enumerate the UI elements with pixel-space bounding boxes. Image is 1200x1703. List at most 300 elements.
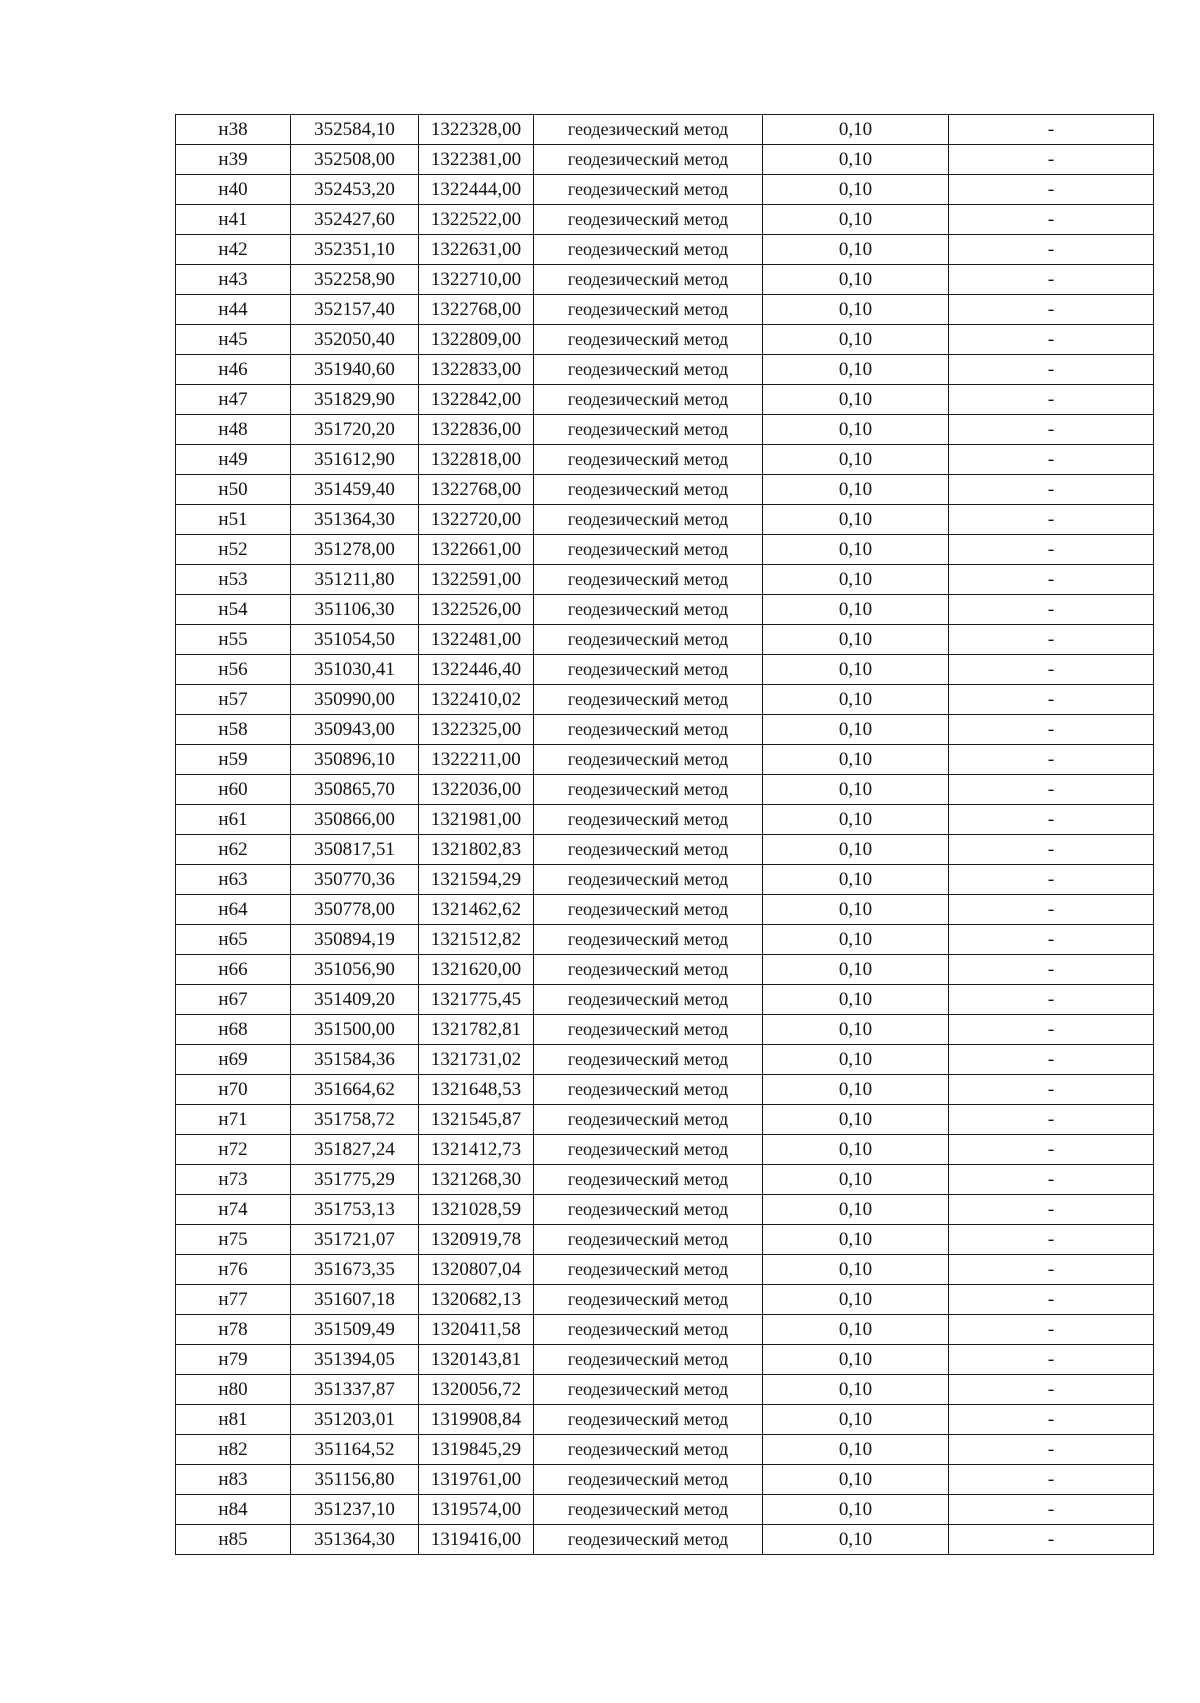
y-coordinate-cell: 1322768,00 <box>419 295 534 325</box>
accuracy-cell: 0,10 <box>763 1525 949 1555</box>
y-coordinate-cell: 1321981,00 <box>419 805 534 835</box>
point-number-cell: н51 <box>176 505 291 535</box>
x-coordinate-cell: 352157,40 <box>291 295 419 325</box>
accuracy-cell: 0,10 <box>763 535 949 565</box>
accuracy-cell: 0,10 <box>763 415 949 445</box>
table-row <box>176 145 1154 175</box>
accuracy-cell: 0,10 <box>763 1285 949 1315</box>
y-coordinate-cell: 1322661,00 <box>419 535 534 565</box>
y-coordinate-cell: 1320682,13 <box>419 1285 534 1315</box>
method-cell: геодезический метод <box>534 1345 763 1375</box>
x-coordinate-cell: 350990,00 <box>291 685 419 715</box>
point-number-cell: н74 <box>176 1195 291 1225</box>
x-coordinate-cell: 350778,00 <box>291 895 419 925</box>
point-number-cell: н63 <box>176 865 291 895</box>
point-number-cell: н64 <box>176 895 291 925</box>
x-coordinate-cell: 351509,49 <box>291 1315 419 1345</box>
accuracy-cell: 0,10 <box>763 805 949 835</box>
y-coordinate-cell: 1322526,00 <box>419 595 534 625</box>
note-cell: - <box>949 175 1154 205</box>
note-cell: - <box>949 1285 1154 1315</box>
accuracy-cell: 0,10 <box>763 325 949 355</box>
x-coordinate-cell: 351607,18 <box>291 1285 419 1315</box>
table-row <box>176 1225 1154 1255</box>
note-cell: - <box>949 1135 1154 1165</box>
y-coordinate-cell: 1319416,00 <box>419 1525 534 1555</box>
point-number-cell: н54 <box>176 595 291 625</box>
accuracy-cell: 0,10 <box>763 655 949 685</box>
table-row <box>176 265 1154 295</box>
y-coordinate-cell: 1322328,00 <box>419 115 534 145</box>
x-coordinate-cell: 351940,60 <box>291 355 419 385</box>
table-row <box>176 805 1154 835</box>
note-cell: - <box>949 655 1154 685</box>
x-coordinate-cell: 351827,24 <box>291 1135 419 1165</box>
x-coordinate-cell: 351612,90 <box>291 445 419 475</box>
point-number-cell: н70 <box>176 1075 291 1105</box>
note-cell: - <box>949 1405 1154 1435</box>
x-coordinate-cell: 351337,87 <box>291 1375 419 1405</box>
point-number-cell: н39 <box>176 145 291 175</box>
point-number-cell: н65 <box>176 925 291 955</box>
point-number-cell: н77 <box>176 1285 291 1315</box>
x-coordinate-cell: 351278,00 <box>291 535 419 565</box>
point-number-cell: н78 <box>176 1315 291 1345</box>
accuracy-cell: 0,10 <box>763 505 949 535</box>
y-coordinate-cell: 1322325,00 <box>419 715 534 745</box>
y-coordinate-cell: 1322833,00 <box>419 355 534 385</box>
y-coordinate-cell: 1322768,00 <box>419 475 534 505</box>
accuracy-cell: 0,10 <box>763 1015 949 1045</box>
method-cell: геодезический метод <box>534 1105 763 1135</box>
table-row <box>176 1375 1154 1405</box>
method-cell: геодезический метод <box>534 1495 763 1525</box>
x-coordinate-cell: 351203,01 <box>291 1405 419 1435</box>
y-coordinate-cell: 1322446,40 <box>419 655 534 685</box>
table-row <box>176 895 1154 925</box>
accuracy-cell: 0,10 <box>763 1435 949 1465</box>
point-number-cell: н59 <box>176 745 291 775</box>
note-cell: - <box>949 1345 1154 1375</box>
note-cell: - <box>949 1015 1154 1045</box>
method-cell: геодезический метод <box>534 145 763 175</box>
accuracy-cell: 0,10 <box>763 1075 949 1105</box>
accuracy-cell: 0,10 <box>763 235 949 265</box>
method-cell: геодезический метод <box>534 115 763 145</box>
table-row <box>176 985 1154 1015</box>
accuracy-cell: 0,10 <box>763 625 949 655</box>
note-cell: - <box>949 1435 1154 1465</box>
x-coordinate-cell: 352584,10 <box>291 115 419 145</box>
x-coordinate-cell: 352508,00 <box>291 145 419 175</box>
note-cell: - <box>949 1045 1154 1075</box>
table-row <box>176 505 1154 535</box>
method-cell: геодезический метод <box>534 505 763 535</box>
x-coordinate-cell: 351054,50 <box>291 625 419 655</box>
note-cell: - <box>949 1315 1154 1345</box>
table-row <box>176 1285 1154 1315</box>
method-cell: геодезический метод <box>534 745 763 775</box>
table-row <box>176 955 1154 985</box>
table-row <box>176 1135 1154 1165</box>
table-row <box>176 835 1154 865</box>
x-coordinate-cell: 350817,51 <box>291 835 419 865</box>
method-cell: геодезический метод <box>534 985 763 1015</box>
x-coordinate-cell: 352453,20 <box>291 175 419 205</box>
accuracy-cell: 0,10 <box>763 265 949 295</box>
method-cell: геодезический метод <box>534 805 763 835</box>
y-coordinate-cell: 1320807,04 <box>419 1255 534 1285</box>
y-coordinate-cell: 1321028,59 <box>419 1195 534 1225</box>
y-coordinate-cell: 1321594,29 <box>419 865 534 895</box>
table-row <box>176 1465 1154 1495</box>
method-cell: геодезический метод <box>534 475 763 505</box>
x-coordinate-cell: 352050,40 <box>291 325 419 355</box>
method-cell: геодезический метод <box>534 655 763 685</box>
point-number-cell: н67 <box>176 985 291 1015</box>
accuracy-cell: 0,10 <box>763 565 949 595</box>
y-coordinate-cell: 1322710,00 <box>419 265 534 295</box>
y-coordinate-cell: 1321545,87 <box>419 1105 534 1135</box>
y-coordinate-cell: 1321412,73 <box>419 1135 534 1165</box>
y-coordinate-cell: 1321620,00 <box>419 955 534 985</box>
table-row <box>176 865 1154 895</box>
point-number-cell: н38 <box>176 115 291 145</box>
y-coordinate-cell: 1319761,00 <box>419 1465 534 1495</box>
note-cell: - <box>949 1525 1154 1555</box>
x-coordinate-cell: 351753,13 <box>291 1195 419 1225</box>
method-cell: геодезический метод <box>534 235 763 265</box>
x-coordinate-cell: 351584,36 <box>291 1045 419 1075</box>
x-coordinate-cell: 350865,70 <box>291 775 419 805</box>
method-cell: геодезический метод <box>534 535 763 565</box>
method-cell: геодезический метод <box>534 925 763 955</box>
table-row <box>176 115 1154 145</box>
point-number-cell: н83 <box>176 1465 291 1495</box>
table-row <box>176 385 1154 415</box>
table-row <box>176 655 1154 685</box>
accuracy-cell: 0,10 <box>763 205 949 235</box>
table-row <box>176 1255 1154 1285</box>
note-cell: - <box>949 565 1154 595</box>
x-coordinate-cell: 351030,41 <box>291 655 419 685</box>
point-number-cell: н62 <box>176 835 291 865</box>
method-cell: геодезический метод <box>534 355 763 385</box>
point-number-cell: н76 <box>176 1255 291 1285</box>
x-coordinate-cell: 352258,90 <box>291 265 419 295</box>
point-number-cell: н45 <box>176 325 291 355</box>
y-coordinate-cell: 1322720,00 <box>419 505 534 535</box>
method-cell: геодезический метод <box>534 265 763 295</box>
note-cell: - <box>949 1225 1154 1255</box>
table-row <box>176 1525 1154 1555</box>
accuracy-cell: 0,10 <box>763 925 949 955</box>
x-coordinate-cell: 351758,72 <box>291 1105 419 1135</box>
table-row <box>176 1315 1154 1345</box>
note-cell: - <box>949 1495 1154 1525</box>
table-row <box>176 1495 1154 1525</box>
x-coordinate-cell: 351409,20 <box>291 985 419 1015</box>
accuracy-cell: 0,10 <box>763 865 949 895</box>
y-coordinate-cell: 1322481,00 <box>419 625 534 655</box>
y-coordinate-cell: 1319574,00 <box>419 1495 534 1525</box>
x-coordinate-cell: 351459,40 <box>291 475 419 505</box>
x-coordinate-cell: 351156,80 <box>291 1465 419 1495</box>
y-coordinate-cell: 1322381,00 <box>419 145 534 175</box>
accuracy-cell: 0,10 <box>763 1165 949 1195</box>
x-coordinate-cell: 351237,10 <box>291 1495 419 1525</box>
note-cell: - <box>949 895 1154 925</box>
accuracy-cell: 0,10 <box>763 145 949 175</box>
point-number-cell: н53 <box>176 565 291 595</box>
method-cell: геодезический метод <box>534 415 763 445</box>
accuracy-cell: 0,10 <box>763 295 949 325</box>
x-coordinate-cell: 350770,36 <box>291 865 419 895</box>
x-coordinate-cell: 351364,30 <box>291 505 419 535</box>
table-row <box>176 295 1154 325</box>
point-number-cell: н80 <box>176 1375 291 1405</box>
note-cell: - <box>949 205 1154 235</box>
y-coordinate-cell: 1322818,00 <box>419 445 534 475</box>
point-number-cell: н72 <box>176 1135 291 1165</box>
point-number-cell: н81 <box>176 1405 291 1435</box>
accuracy-cell: 0,10 <box>763 1195 949 1225</box>
x-coordinate-cell: 350894,19 <box>291 925 419 955</box>
x-coordinate-cell: 350896,10 <box>291 745 419 775</box>
table-row <box>176 1345 1154 1375</box>
x-coordinate-cell: 350866,00 <box>291 805 419 835</box>
x-coordinate-cell: 351394,05 <box>291 1345 419 1375</box>
y-coordinate-cell: 1321512,82 <box>419 925 534 955</box>
coordinates-table <box>175 114 1154 1555</box>
y-coordinate-cell: 1319908,84 <box>419 1405 534 1435</box>
table-row <box>176 235 1154 265</box>
table-row <box>176 175 1154 205</box>
accuracy-cell: 0,10 <box>763 385 949 415</box>
accuracy-cell: 0,10 <box>763 685 949 715</box>
method-cell: геодезический метод <box>534 295 763 325</box>
accuracy-cell: 0,10 <box>763 1315 949 1345</box>
method-cell: геодезический метод <box>534 955 763 985</box>
y-coordinate-cell: 1320056,72 <box>419 1375 534 1405</box>
point-number-cell: н85 <box>176 1525 291 1555</box>
method-cell: геодезический метод <box>534 445 763 475</box>
point-number-cell: н68 <box>176 1015 291 1045</box>
y-coordinate-cell: 1321268,30 <box>419 1165 534 1195</box>
table-row <box>176 1195 1154 1225</box>
method-cell: геодезический метод <box>534 865 763 895</box>
table-row <box>176 415 1154 445</box>
accuracy-cell: 0,10 <box>763 1225 949 1255</box>
point-number-cell: н57 <box>176 685 291 715</box>
method-cell: геодезический метод <box>534 715 763 745</box>
y-coordinate-cell: 1321775,45 <box>419 985 534 1015</box>
table-row <box>176 685 1154 715</box>
point-number-cell: н55 <box>176 625 291 655</box>
point-number-cell: н50 <box>176 475 291 505</box>
point-number-cell: н46 <box>176 355 291 385</box>
point-number-cell: н58 <box>176 715 291 745</box>
note-cell: - <box>949 1105 1154 1135</box>
table-row <box>176 445 1154 475</box>
point-number-cell: н66 <box>176 955 291 985</box>
point-number-cell: н42 <box>176 235 291 265</box>
point-number-cell: н61 <box>176 805 291 835</box>
point-number-cell: н40 <box>176 175 291 205</box>
note-cell: - <box>949 925 1154 955</box>
y-coordinate-cell: 1322522,00 <box>419 205 534 235</box>
x-coordinate-cell: 351673,35 <box>291 1255 419 1285</box>
point-number-cell: н52 <box>176 535 291 565</box>
note-cell: - <box>949 745 1154 775</box>
y-coordinate-cell: 1322591,00 <box>419 565 534 595</box>
method-cell: геодезический метод <box>534 1435 763 1465</box>
table-row <box>176 925 1154 955</box>
table-row <box>176 565 1154 595</box>
note-cell: - <box>949 595 1154 625</box>
note-cell: - <box>949 1165 1154 1195</box>
table-row <box>176 355 1154 385</box>
method-cell: геодезический метод <box>534 1075 763 1105</box>
accuracy-cell: 0,10 <box>763 895 949 925</box>
x-coordinate-cell: 351664,62 <box>291 1075 419 1105</box>
accuracy-cell: 0,10 <box>763 1105 949 1135</box>
note-cell: - <box>949 475 1154 505</box>
method-cell: геодезический метод <box>534 175 763 205</box>
accuracy-cell: 0,10 <box>763 1375 949 1405</box>
x-coordinate-cell: 351211,80 <box>291 565 419 595</box>
point-number-cell: н60 <box>176 775 291 805</box>
method-cell: геодезический метод <box>534 1465 763 1495</box>
accuracy-cell: 0,10 <box>763 1255 949 1285</box>
x-coordinate-cell: 351056,90 <box>291 955 419 985</box>
y-coordinate-cell: 1322036,00 <box>419 775 534 805</box>
accuracy-cell: 0,10 <box>763 775 949 805</box>
y-coordinate-cell: 1322211,00 <box>419 745 534 775</box>
accuracy-cell: 0,10 <box>763 985 949 1015</box>
accuracy-cell: 0,10 <box>763 1465 949 1495</box>
x-coordinate-cell: 352351,10 <box>291 235 419 265</box>
point-number-cell: н47 <box>176 385 291 415</box>
y-coordinate-cell: 1320143,81 <box>419 1345 534 1375</box>
accuracy-cell: 0,10 <box>763 745 949 775</box>
note-cell: - <box>949 145 1154 175</box>
y-coordinate-cell: 1322836,00 <box>419 415 534 445</box>
method-cell: геодезический метод <box>534 1135 763 1165</box>
y-coordinate-cell: 1321648,53 <box>419 1075 534 1105</box>
table-row <box>176 1015 1154 1045</box>
method-cell: геодезический метод <box>534 1315 763 1345</box>
y-coordinate-cell: 1321462,62 <box>419 895 534 925</box>
accuracy-cell: 0,10 <box>763 355 949 385</box>
table-row <box>176 1045 1154 1075</box>
y-coordinate-cell: 1322444,00 <box>419 175 534 205</box>
y-coordinate-cell: 1320411,58 <box>419 1315 534 1345</box>
note-cell: - <box>949 385 1154 415</box>
table-row <box>176 1075 1154 1105</box>
note-cell: - <box>949 1075 1154 1105</box>
method-cell: геодезический метод <box>534 1375 763 1405</box>
method-cell: геодезический метод <box>534 1045 763 1075</box>
note-cell: - <box>949 1375 1154 1405</box>
x-coordinate-cell: 351500,00 <box>291 1015 419 1045</box>
note-cell: - <box>949 955 1154 985</box>
accuracy-cell: 0,10 <box>763 1345 949 1375</box>
table-row <box>176 1435 1154 1465</box>
point-number-cell: н84 <box>176 1495 291 1525</box>
method-cell: геодезический метод <box>534 1525 763 1555</box>
note-cell: - <box>949 865 1154 895</box>
point-number-cell: н41 <box>176 205 291 235</box>
x-coordinate-cell: 351164,52 <box>291 1435 419 1465</box>
y-coordinate-cell: 1322631,00 <box>419 235 534 265</box>
method-cell: геодезический метод <box>534 1225 763 1255</box>
method-cell: геодезический метод <box>534 1285 763 1315</box>
accuracy-cell: 0,10 <box>763 475 949 505</box>
y-coordinate-cell: 1322410,02 <box>419 685 534 715</box>
table-row <box>176 715 1154 745</box>
point-number-cell: н69 <box>176 1045 291 1075</box>
note-cell: - <box>949 445 1154 475</box>
x-coordinate-cell: 350943,00 <box>291 715 419 745</box>
note-cell: - <box>949 265 1154 295</box>
note-cell: - <box>949 295 1154 325</box>
method-cell: геодезический метод <box>534 1255 763 1285</box>
coordinates-table-body <box>176 115 1154 1555</box>
method-cell: геодезический метод <box>534 775 763 805</box>
point-number-cell: н56 <box>176 655 291 685</box>
method-cell: геодезический метод <box>534 1195 763 1225</box>
y-coordinate-cell: 1319845,29 <box>419 1435 534 1465</box>
note-cell: - <box>949 715 1154 745</box>
method-cell: геодезический метод <box>534 385 763 415</box>
x-coordinate-cell: 351721,07 <box>291 1225 419 1255</box>
note-cell: - <box>949 115 1154 145</box>
y-coordinate-cell: 1321731,02 <box>419 1045 534 1075</box>
accuracy-cell: 0,10 <box>763 595 949 625</box>
y-coordinate-cell: 1321782,81 <box>419 1015 534 1045</box>
x-coordinate-cell: 351775,29 <box>291 1165 419 1195</box>
table-row <box>176 1405 1154 1435</box>
table-row <box>176 325 1154 355</box>
method-cell: геодезический метод <box>534 1405 763 1435</box>
table-row <box>176 745 1154 775</box>
note-cell: - <box>949 355 1154 385</box>
method-cell: геодезический метод <box>534 895 763 925</box>
note-cell: - <box>949 505 1154 535</box>
accuracy-cell: 0,10 <box>763 175 949 205</box>
method-cell: геодезический метод <box>534 595 763 625</box>
point-number-cell: н48 <box>176 415 291 445</box>
y-coordinate-cell: 1322842,00 <box>419 385 534 415</box>
note-cell: - <box>949 985 1154 1015</box>
note-cell: - <box>949 775 1154 805</box>
method-cell: геодезический метод <box>534 565 763 595</box>
method-cell: геодезический метод <box>534 325 763 355</box>
table-row <box>176 775 1154 805</box>
note-cell: - <box>949 805 1154 835</box>
note-cell: - <box>949 535 1154 565</box>
note-cell: - <box>949 1465 1154 1495</box>
y-coordinate-cell: 1320919,78 <box>419 1225 534 1255</box>
accuracy-cell: 0,10 <box>763 445 949 475</box>
note-cell: - <box>949 415 1154 445</box>
x-coordinate-cell: 351829,90 <box>291 385 419 415</box>
accuracy-cell: 0,10 <box>763 1405 949 1435</box>
point-number-cell: н73 <box>176 1165 291 1195</box>
note-cell: - <box>949 1195 1154 1225</box>
note-cell: - <box>949 235 1154 265</box>
